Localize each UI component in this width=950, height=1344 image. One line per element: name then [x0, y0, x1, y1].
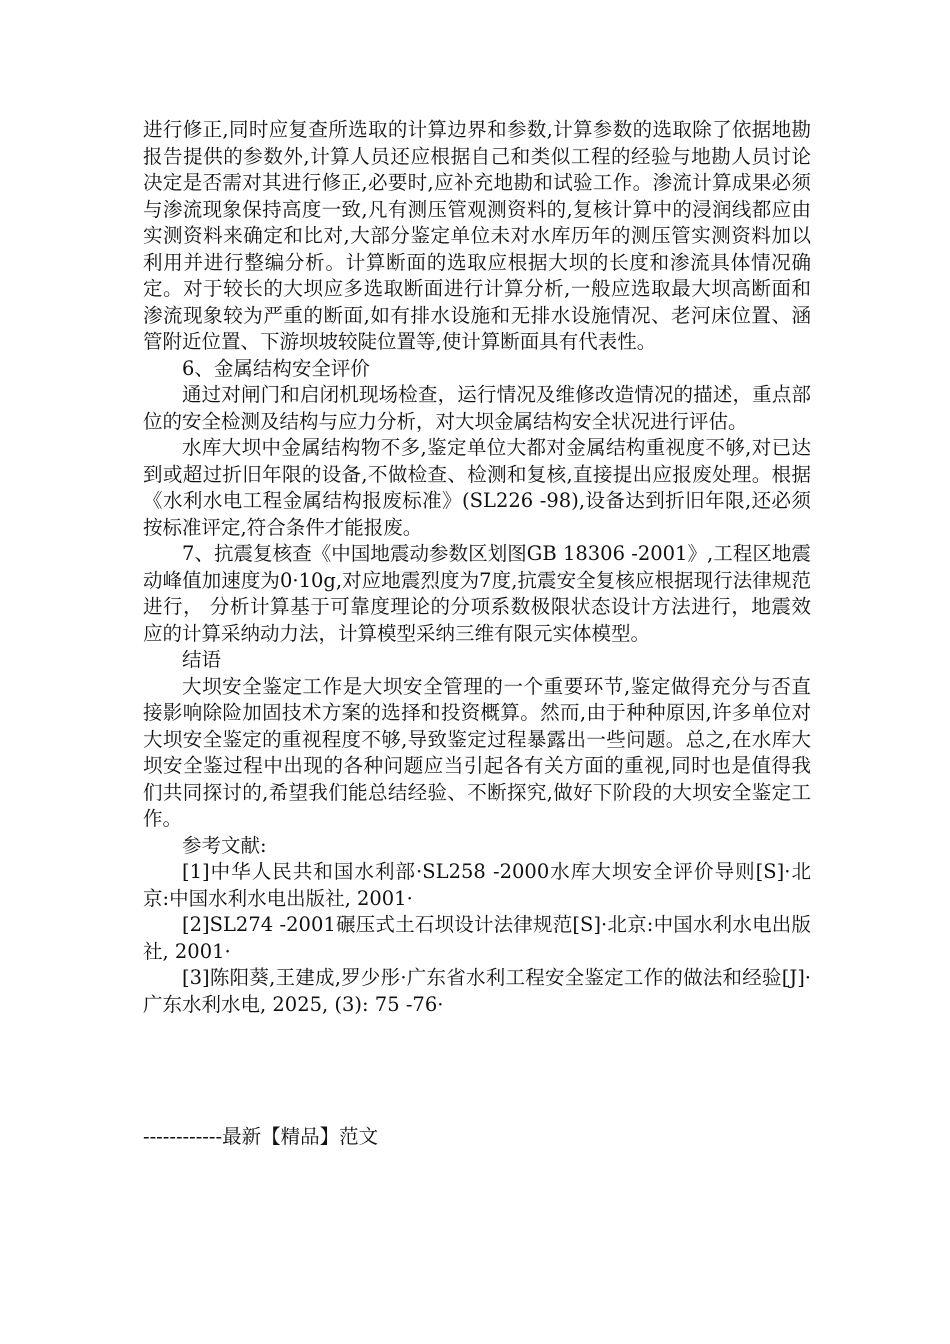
page-footer: ------------最新【精品】范文: [143, 1125, 379, 1148]
reference-item: [3]陈阳葵,王建成,罗少彤·广东省水利工程安全鉴定工作的做法和经验[J]·广东水利水电, 2025, (3): 75 -76·: [143, 966, 811, 1016]
paragraph-conclusion: 大坝安全鉴定工作是大坝安全管理的一个重要环节,鉴定做得充分与否直接影响除险加固技术方案的选择和投资概算。然而,由于种种原因,许多单位对大坝安全鉴定的重视程度不够,导致鉴定过程暴露出一些问题。总之,在水库大坝安全鉴过程中出现的各种问题应当引起各有关方面的重视,同时也是值得我们共同探讨的,希望我们能总结经验、不断探究,做好下阶段的大坝安全鉴定工作。: [143, 674, 811, 830]
paragraph-metal-inspection: 通过对闸门和启闭机现场检查，运行情况及维修改造情况的描述，重点部位的安全检测及结构与应力分析，对大坝金属结构安全状况进行评估。: [143, 383, 811, 433]
paragraph-seismic-review: 7、抗震复核查《中国地震动参数区划图GB 18306 -2001》,工程区地震动峰值加速度为0·10g,对应地震烈度为7度,抗震安全复核应根据现行法律规范进行， 分析计算基于可靠度理论的分项系数极限状态设计方法进行，地震效应的计算采纳动力法，计算模型采纳三维有限元实体模型。: [143, 542, 811, 645]
section-heading-conclusion: 结语: [182, 648, 222, 671]
reference-item: [1]中华人民共和国水利部·SL258 -2000水库大坝安全评价导则[S]·北京:中国水利水电出版社, 2001·: [143, 860, 811, 910]
paragraph-metal-scrap: 水库大坝中金属结构物不多,鉴定单位大都对金属结构重视度不够,对已达到或超过折旧年限的设备,不做检查、检测和复核,直接提出应报废处理。根据《水利水电工程金属结构报废标准》(SL226 -98),设备达到折旧年限,还必须按标准评定,符合条件才能报废。: [143, 436, 811, 539]
section-heading-metal-structure: 6、金属结构安全评价: [182, 356, 370, 380]
paragraph-seepage-analysis: 进行修正,同时应复查所选取的计算边界和参数,计算参数的选取除了依据地勘报告提供的参数外,计算人员还应根据自己和类似工程的经验与地勘人员讨论决定是否需对其进行修正,必要时,应补充地勘和试验工作。渗流计算成果必须与渗流现象保持高度一致,凡有测压管观测资料的,复核计算中的浸润线都应由实测资料来确定和比对,大部分鉴定单位未对水库历年的测压管实测资料加以利用并进行整编分析。计算断面的选取应根据大坝的长度和渗流具体情况确定。对于较长的大坝应多选取断面进行计算分析,一般应选取最大坝高断面和渗流现象较为严重的断面,如有排水设施和无排水设施情况、老河床位置、涵管附近位置、下游坝坡较陡位置等,使计算断面具有代表性。: [143, 118, 811, 353]
references-heading: 参考文献:: [182, 833, 267, 857]
document-body: [143, 117, 811, 1018]
reference-item: [2]SL274 -2001碾压式土石坝设计法律规范[S]·北京:中国水利水电出版社, 2001·: [143, 913, 811, 963]
